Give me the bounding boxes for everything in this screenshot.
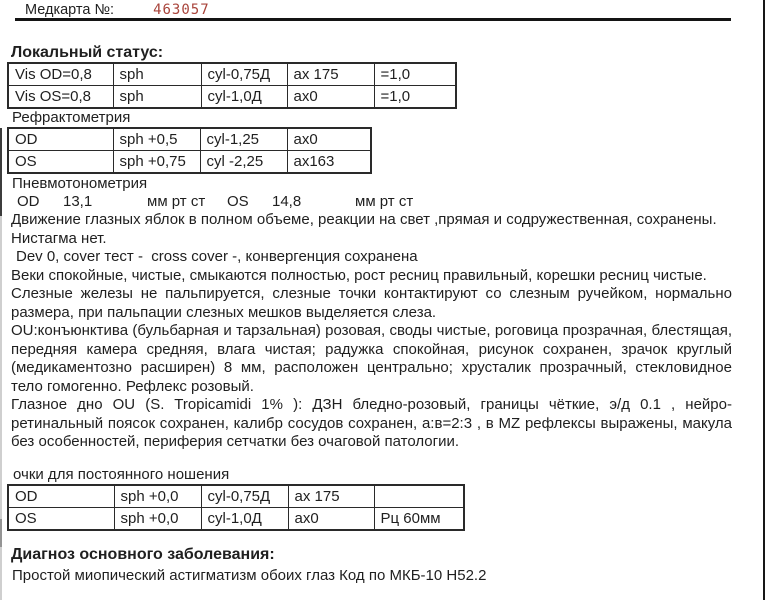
table-cell: sph +0,75 [113,151,200,174]
glasses-prescription-table [7,484,465,531]
table-cell: OD [8,128,113,151]
table-cell: cyl-1,0Д [201,86,287,109]
table-cell: sph [113,86,201,109]
os-pressure-unit: мм рт ст [355,193,414,210]
table-cell: sph +0,0 [114,485,201,508]
table-cell: ax163 [287,151,371,174]
table-cell: ax0 [288,507,374,530]
table-cell: cyl-1,0Д [201,507,288,530]
section-title-refractometry: Рефрактометрия [12,109,131,126]
section-title-glasses: очки для постоянного ношения [13,465,230,483]
medcard-header [7,0,748,18]
clinical-text-paragraph: Dev 0, cover тест - cross cover -, конвергенция сохранена [16,248,418,265]
table-cell: OD [8,485,114,508]
visual-acuity-table [7,62,457,109]
table-cell: =1,0 [374,86,456,109]
table-cell: Vis OS=0,8 [8,86,113,109]
table-cell: Рц 60мм [374,507,464,530]
clinical-text-paragraph: Движение глазных яблок в полном объеме, реакции на свет ,прямая и содружественная, сохранены. Нистагма нет. [11,211,717,247]
table-row [8,507,464,530]
clinical-findings [11,211,732,452]
table-cell: =1,0 [374,63,456,86]
table-cell: cyl -2,25 [200,151,287,174]
od-pressure-unit: мм рт ст [147,193,206,210]
table-cell: sph +0,5 [113,128,200,151]
table-row [8,86,456,109]
od-label: OD [17,193,40,210]
table-cell: OS [8,507,114,530]
os-pressure-value: 14,8 [272,193,302,210]
refractometry-table [7,127,372,174]
table-cell: OS [8,151,113,174]
od-pressure-value: 13,1 [63,193,93,210]
clinical-text-paragraph: Веки спокойные, чистые, смыкаются полностью, рост ресниц правильный, корешки ресниц чистые. [11,266,707,284]
table-cell: sph +0,0 [114,507,201,530]
table-cell: cyl-0,75Д [201,63,287,86]
table-cell: sph [113,63,201,86]
header-divider [15,18,731,21]
medcard-number-value: 463057 [153,2,210,18]
table-cell: cyl-0,75Д [201,485,288,508]
table-row [8,63,456,86]
table-row [8,128,371,151]
clinical-text-paragraph: OU:конъюнктива (бульбарная и тарзальная) розовая, своды чистые, роговица прозрачная, блестящая, передняя камера средняя, влага чистая; радужка спокойная, рисунок сохранен, зрачок круглый (медикаментозно расширен) 8 мм, расположен центрально; хрусталик прозрачный, стекловидное тело гомогенно. Рефлекс розовый. [11,322,732,395]
table-cell: ax 175 [288,485,374,508]
table-cell: ax0 [287,86,374,109]
section-title-pneumotonometry: Пневмотонометрия [12,175,148,192]
table-cell: ax 175 [287,63,374,86]
section-title-diagnosis: Диагноз основного заболевания: [11,545,275,563]
table-row [8,485,464,508]
diagnosis-text: Простой миопический астигматизм обоих глаз Код по МКБ-10 H52.2 [12,566,487,584]
section-title-local-status: Локальный статус: [11,44,164,61]
table-cell: Vis OD=0,8 [8,63,113,86]
os-label: OS [227,193,249,210]
clinical-text-paragraph: Слезные железы не пальпируется, слезные точки контактируют со слезным ручейком, нормально размера, при пальпации слезных мешков выделяется слеза. [11,285,732,321]
table-cell: cyl-1,25 [200,128,287,151]
table-cell [374,485,464,508]
pneumotonometry-values [17,193,748,210]
clinical-text-paragraph: Глазное дно OU (S. Tropicamidi 1% ): ДЗН бледно-розовый, границы чёткие, э/д 0.1 , нейро-ретинальный поясок сохранен, калибр сосудов сохранен, а:в=2:3 , в MZ рефлексы выражены, макула без особенностей, периферия сетчатки без очаговой патологии. [11,396,732,450]
table-cell: ax0 [287,128,371,151]
table-row [8,151,371,174]
medcard-number-label: Медкарта №: [25,2,115,18]
